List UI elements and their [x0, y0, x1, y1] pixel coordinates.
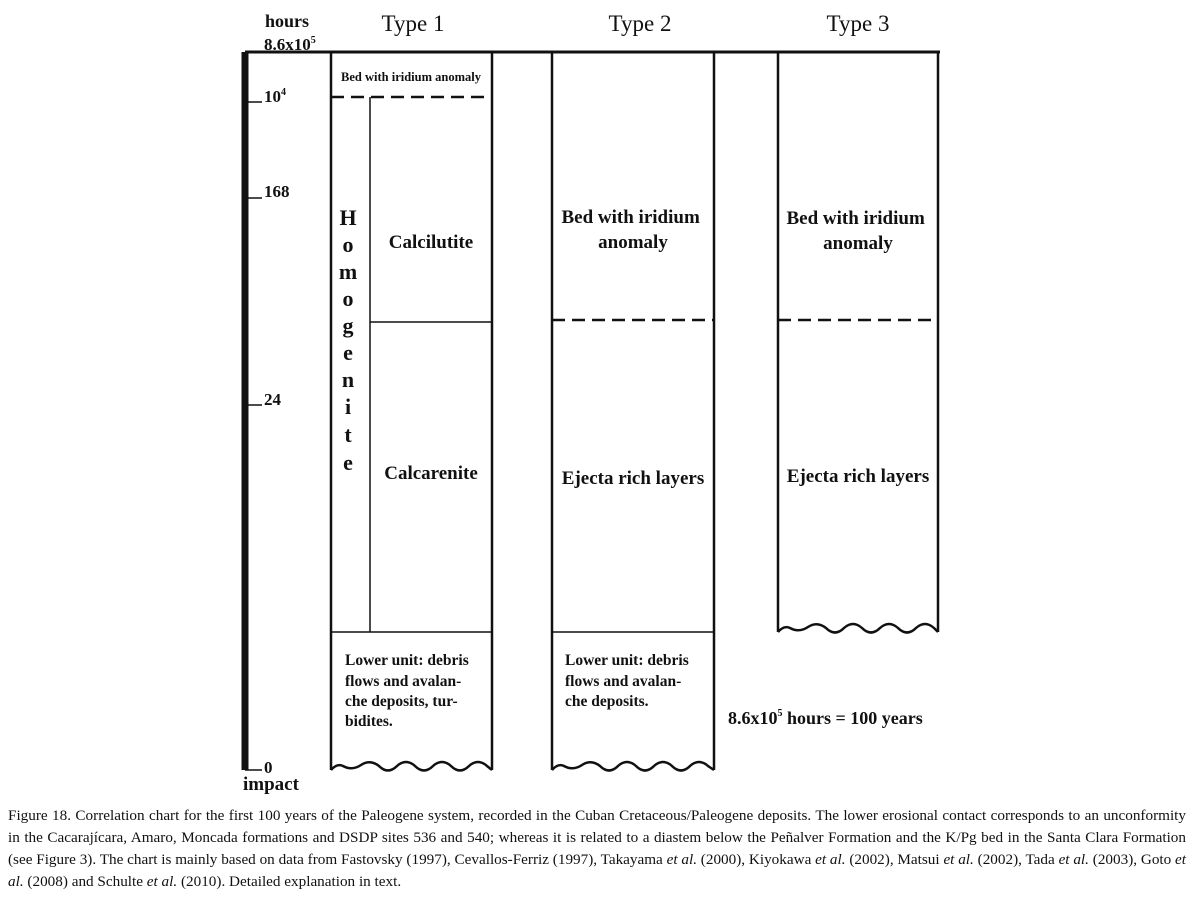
caption-text: Figure 18. Correlation chart for the first 100 years of the Paleogene system, recorded in the Cuban Cretaceous/Paleogene deposits. The lower erosional contact corresponds to an unconformity in the Cacarajícara, Amaro, Moncada formations and DSDP sites 536 and 540; whereas it is related to a diastem below the Peñalver Formation and the K/Pg bed in the Santa Clara Formation (see Figure 3). The chart is mainly based on data from Fastovsky (1997), Cevallos-Ferriz (1997), Takayama [8, 807, 1186, 868]
type2-column [552, 52, 714, 771]
column-title-type3: Type 3 [826, 11, 890, 36]
type1-lower-unit-text: Lower unit: debris flows and avalan- che deposits, tur- bidites. [345, 652, 469, 730]
type2-lower-unit-text: Lower unit: debris flows and avalan- che deposits. [565, 652, 689, 710]
homogenite-letter: m [338, 259, 358, 284]
time-axis [243, 11, 316, 795]
homogenite-letter: H [339, 205, 357, 230]
caption-text: (2010). Detailed explanation in text. [177, 873, 402, 890]
caption-italic: et al. [815, 851, 846, 868]
caption-italic: et al. [8, 851, 1187, 890]
axis-bottom-label: impact [243, 774, 299, 795]
axis-tick-label: 168 [264, 182, 290, 201]
homogenite-letter: n [341, 367, 355, 392]
column-title-type1: Type 1 [381, 11, 445, 36]
axis-tick-label: 24 [264, 390, 281, 409]
erosional-contact [778, 624, 938, 633]
caption-text: (2003), Goto [1088, 851, 1176, 868]
figure-caption [8, 805, 1186, 893]
axis-tick-label: 0 [264, 758, 273, 777]
type3-column [778, 52, 938, 633]
caption-text: (2002), Tada [973, 851, 1059, 868]
caption-italic: et al. [146, 873, 178, 890]
axis-title: hours [265, 11, 310, 31]
type2-top-bed: Bed with iridium anomaly [561, 207, 700, 253]
homogenite-letter: o [342, 286, 354, 311]
erosional-contact [331, 762, 492, 771]
type2-ejecta-label: Ejecta rich layers [561, 468, 705, 489]
type3-top-bed: Bed with iridium anomaly [786, 208, 925, 254]
caption-text: (2002), Matsui [845, 851, 944, 868]
homogenite-letter: o [342, 232, 354, 257]
conversion-note: $8.6x10^5$ hours = 100 years [728, 708, 923, 728]
axis-tick-label: $8.6x10^5$ [264, 35, 316, 54]
type1-column [331, 52, 492, 771]
type1-top-bed: Bed with iridium anomaly [341, 70, 481, 84]
column-title-type2: Type 2 [608, 11, 672, 36]
erosional-contact [552, 762, 714, 771]
homogenite-letter: i [344, 394, 352, 419]
caption-italic: et al. [943, 851, 974, 868]
caption-text: (2000), Kiyokawa [697, 851, 816, 868]
homogenite-letter: t [344, 422, 352, 447]
homogenite-letter: e [343, 340, 353, 365]
caption-italic: et al. [666, 851, 697, 868]
type3-ejecta-label: Ejecta rich layers [786, 466, 930, 487]
homogenite-letter: g [342, 313, 354, 338]
caption-text: (2008) and Schulte [23, 873, 147, 890]
calcarenite-label: Calcarenite [384, 463, 478, 484]
calcilutite-label: Calcilutite [388, 232, 474, 253]
axis-tick-label: $10^4$ [264, 87, 286, 106]
caption-italic: et al. [1058, 851, 1089, 868]
homogenite-letter: e [343, 450, 353, 475]
